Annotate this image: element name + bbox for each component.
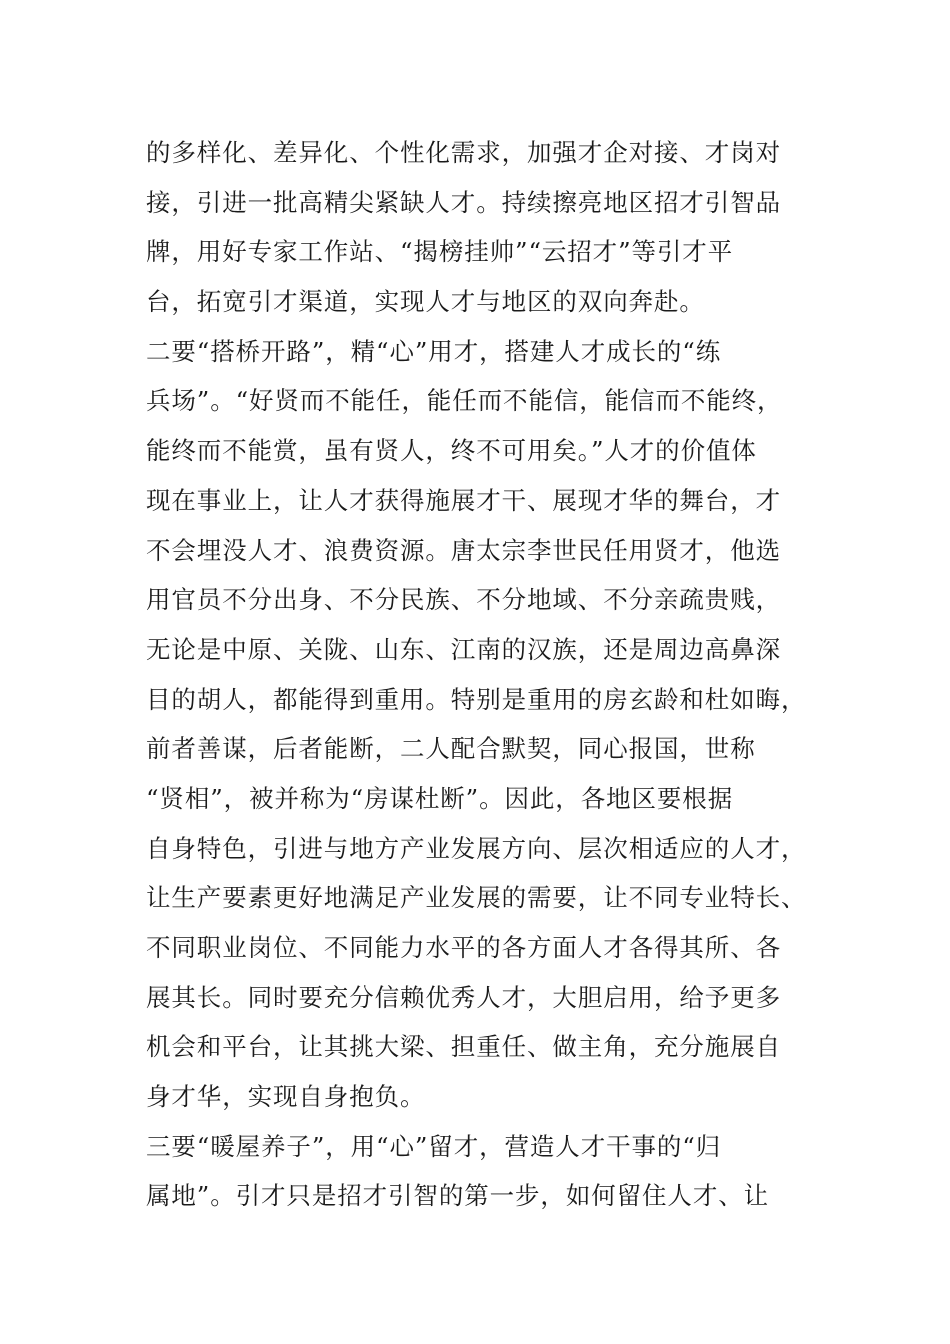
text-line: 让生产要素更好地满足产业发展的需要，让不同专业特长、 <box>146 883 807 913</box>
text-line: 属地”。引才只是招才引智的第一步，如何留住人才、让 <box>146 1181 770 1211</box>
text-line: 不同职业岗位、不同能力水平的各方面人才各得其所、各 <box>146 933 781 962</box>
text-line: 目的胡人，都能得到重用。特别是重用的房玄龄和杜如晦， <box>146 684 807 714</box>
text-line: 身才华，实现自身抱负。 <box>146 1082 426 1112</box>
text-line: “贤相”，被并称为“房谋杜断”。因此，各地区要根据 <box>146 783 734 813</box>
text-line: 自身特色，引进与地方产业发展方向、层次相适应的人才， <box>146 833 807 863</box>
text-line: 台，拓宽引才渠道，实现人才与地区的双向奔赴。 <box>146 287 705 317</box>
text-line: 二要“搭桥开路”，精“心”用才，搭建人才成长的“练 <box>146 336 722 366</box>
text-line: 无论是中原、关陇、山东、江南的汉族，还是周边高鼻深 <box>146 634 781 664</box>
text-line: 前者善谋，后者能断，二人配合默契，同心报国，世称 <box>146 734 756 764</box>
text-line: 能终而不能赏，虽有贤人，终不可用矣。”人才的价值体 <box>146 436 757 466</box>
text-line: 接，引进一批高精尖紧缺人才。持续擦亮地区招才引智品 <box>146 187 781 217</box>
text-line: 不会埋没人才、浪费资源。唐太宗李世民任用贤才，他选 <box>146 535 781 565</box>
body-text <box>146 128 806 1221</box>
text-line: 兵场”。“好贤而不能任，能任而不能信，能信而不能终， <box>146 386 783 416</box>
text-line: 的多样化、差异化、个性化需求，加强才企对接、才岗对 <box>146 138 781 167</box>
text-line: 现在事业上，让人才获得施展才干、展现才华的舞台，才 <box>146 485 781 515</box>
text-line: 用官员不分出身、不分民族、不分地域、不分亲疏贵贱， <box>146 585 781 615</box>
text-line: 展其长。同时要充分信赖优秀人才，大胆启用，给予更多 <box>146 982 781 1012</box>
text-line: 三要“暖屋养子”，用“心”留才，营造人才干事的“归 <box>146 1131 722 1161</box>
text-line: 机会和平台，让其挑大梁、担重任、做主角，充分施展自 <box>146 1032 781 1062</box>
text-line: 牌，用好专家工作站、“揭榜挂帅”“云招才”等引才平 <box>146 237 734 267</box>
